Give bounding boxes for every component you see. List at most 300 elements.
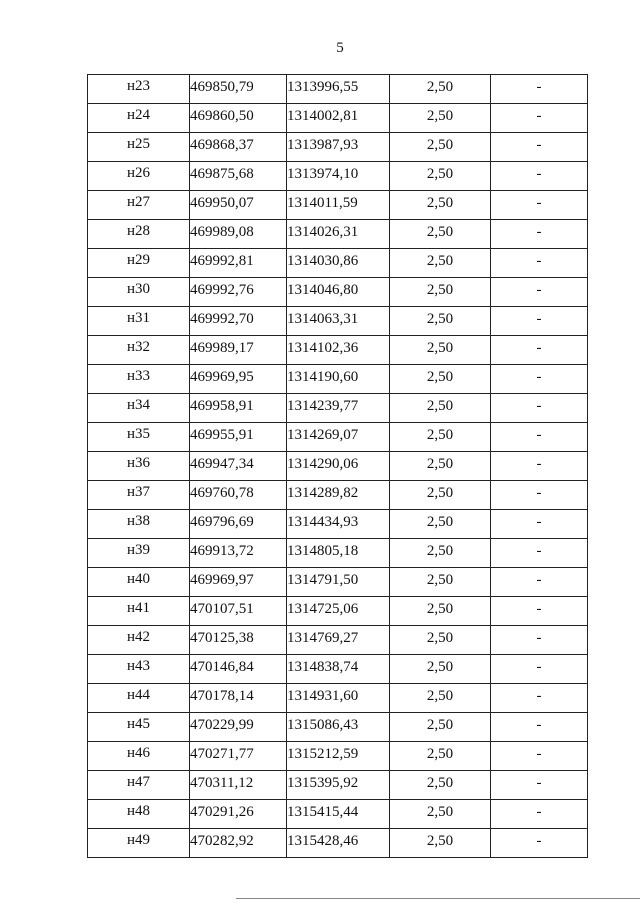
y-coordinate-cell <box>287 191 390 220</box>
x-coordinate-cell-text: 469958,91 <box>190 398 254 414</box>
precision-cell-text: 2,50 <box>426 456 454 472</box>
y-coordinate-cell-text: 1314725,06 <box>287 601 359 617</box>
note-cell-text: - <box>536 282 542 298</box>
x-coordinate-cell <box>190 133 287 162</box>
x-coordinate-cell-text: 469950,07 <box>190 195 254 211</box>
precision-cell-text: 2,50 <box>426 804 454 820</box>
x-coordinate-cell <box>190 336 287 365</box>
precision-cell <box>390 713 491 742</box>
note-cell <box>491 829 588 858</box>
precision-cell <box>390 655 491 684</box>
precision-cell <box>390 481 491 510</box>
precision-cell-text: 2,50 <box>426 166 454 182</box>
note-cell <box>491 249 588 278</box>
note-cell-text: - <box>536 166 542 182</box>
y-coordinate-cell <box>287 713 390 742</box>
table-row <box>88 75 588 104</box>
y-coordinate-cell <box>287 423 390 452</box>
x-coordinate-cell-text: 470178,14 <box>190 688 254 704</box>
precision-cell <box>390 278 491 307</box>
table-row <box>88 597 588 626</box>
x-coordinate-cell <box>190 684 287 713</box>
point-name-cell-text: н31 <box>126 310 151 326</box>
table-row <box>88 365 588 394</box>
precision-cell-text: 2,50 <box>426 572 454 588</box>
point-name-cell <box>88 104 190 133</box>
precision-cell-text: 2,50 <box>426 79 454 95</box>
x-coordinate-cell <box>190 75 287 104</box>
x-coordinate-cell-text: 469875,68 <box>190 166 254 182</box>
note-cell <box>491 626 588 655</box>
point-name-cell-text: н27 <box>126 194 151 210</box>
point-name-cell <box>88 336 190 365</box>
precision-cell-text: 2,50 <box>426 340 454 356</box>
precision-cell <box>390 539 491 568</box>
point-name-cell-text: н32 <box>126 339 151 355</box>
note-cell <box>491 133 588 162</box>
x-coordinate-cell-text: 470146,84 <box>190 659 254 675</box>
x-coordinate-cell <box>190 568 287 597</box>
x-coordinate-cell <box>190 191 287 220</box>
precision-cell-text: 2,50 <box>426 601 454 617</box>
precision-cell <box>390 162 491 191</box>
x-coordinate-cell <box>190 162 287 191</box>
x-coordinate-cell-text: 469992,76 <box>190 282 254 298</box>
point-name-cell <box>88 307 190 336</box>
note-cell-text: - <box>536 340 542 356</box>
note-cell <box>491 75 588 104</box>
note-cell-text: - <box>536 688 542 704</box>
y-coordinate-cell <box>287 278 390 307</box>
table-row <box>88 191 588 220</box>
x-coordinate-cell-text: 469989,17 <box>190 340 254 356</box>
note-cell <box>491 597 588 626</box>
note-cell <box>491 162 588 191</box>
x-coordinate-cell-text: 470291,26 <box>190 804 254 820</box>
note-cell-text: - <box>536 79 542 95</box>
point-name-cell <box>88 452 190 481</box>
point-name-cell-text: н45 <box>126 716 151 732</box>
y-coordinate-cell-text: 1314769,27 <box>287 630 359 646</box>
x-coordinate-cell <box>190 771 287 800</box>
x-coordinate-cell-text: 469992,70 <box>190 311 254 327</box>
note-cell <box>491 568 588 597</box>
note-cell <box>491 307 588 336</box>
table-row <box>88 133 588 162</box>
y-coordinate-cell <box>287 771 390 800</box>
x-coordinate-cell <box>190 597 287 626</box>
note-cell-text: - <box>536 833 542 849</box>
x-coordinate-cell-text: 469860,50 <box>190 108 254 124</box>
x-coordinate-cell <box>190 423 287 452</box>
x-coordinate-cell <box>190 481 287 510</box>
precision-cell-text: 2,50 <box>426 688 454 704</box>
precision-cell <box>390 510 491 539</box>
note-cell-text: - <box>536 311 542 327</box>
x-coordinate-cell <box>190 800 287 829</box>
precision-cell <box>390 307 491 336</box>
precision-cell-text: 2,50 <box>426 137 454 153</box>
precision-cell <box>390 771 491 800</box>
point-name-cell-text: н23 <box>126 78 151 94</box>
table-row <box>88 307 588 336</box>
note-cell <box>491 394 588 423</box>
point-name-cell-text: н49 <box>126 832 151 848</box>
point-name-cell <box>88 220 190 249</box>
point-name-cell-text: н40 <box>126 571 151 587</box>
precision-cell-text: 2,50 <box>426 514 454 530</box>
point-name-cell-text: н25 <box>126 136 151 152</box>
note-cell-text: - <box>536 514 542 530</box>
note-cell <box>491 220 588 249</box>
point-name-cell-text: н24 <box>126 107 151 123</box>
point-name-cell <box>88 539 190 568</box>
y-coordinate-cell-text: 1314190,60 <box>287 369 359 385</box>
y-coordinate-cell-text: 1314791,50 <box>287 572 359 588</box>
note-cell <box>491 684 588 713</box>
point-name-cell <box>88 684 190 713</box>
x-coordinate-cell-text: 469796,69 <box>190 514 254 530</box>
y-coordinate-cell-text: 1315395,92 <box>287 775 359 791</box>
note-cell-text: - <box>536 456 542 472</box>
note-cell-text: - <box>536 485 542 501</box>
y-coordinate-cell-text: 1315428,46 <box>287 833 359 849</box>
point-name-cell-text: н43 <box>126 658 151 674</box>
point-name-cell <box>88 365 190 394</box>
y-coordinate-cell <box>287 394 390 423</box>
precision-cell <box>390 336 491 365</box>
x-coordinate-cell <box>190 626 287 655</box>
x-coordinate-cell-text: 470229,99 <box>190 717 254 733</box>
note-cell-text: - <box>536 543 542 559</box>
y-coordinate-cell <box>287 162 390 191</box>
page-number: 5 <box>336 40 344 56</box>
precision-cell-text: 2,50 <box>426 485 454 501</box>
note-cell <box>491 452 588 481</box>
point-name-cell <box>88 626 190 655</box>
point-name-cell <box>88 713 190 742</box>
y-coordinate-cell <box>287 307 390 336</box>
precision-cell-text: 2,50 <box>426 224 454 240</box>
y-coordinate-cell <box>287 336 390 365</box>
note-cell-text: - <box>536 630 542 646</box>
precision-cell-text: 2,50 <box>426 195 454 211</box>
note-cell <box>491 655 588 684</box>
y-coordinate-cell <box>287 829 390 858</box>
x-coordinate-cell <box>190 452 287 481</box>
precision-cell-text: 2,50 <box>426 746 454 762</box>
y-coordinate-cell-text: 1315415,44 <box>287 804 359 820</box>
y-coordinate-cell-text: 1314046,80 <box>287 282 359 298</box>
note-cell-text: - <box>536 253 542 269</box>
precision-cell <box>390 75 491 104</box>
precision-cell <box>390 800 491 829</box>
table-row <box>88 510 588 539</box>
table-row <box>88 655 588 684</box>
point-name-cell <box>88 655 190 684</box>
note-cell-text: - <box>536 601 542 617</box>
y-coordinate-cell-text: 1314239,77 <box>287 398 359 414</box>
precision-cell-text: 2,50 <box>426 833 454 849</box>
x-coordinate-cell-text: 470271,77 <box>190 746 254 762</box>
note-cell <box>491 510 588 539</box>
table-row <box>88 336 588 365</box>
y-coordinate-cell-text: 1314102,36 <box>287 340 359 356</box>
x-coordinate-cell <box>190 655 287 684</box>
table-row <box>88 771 588 800</box>
precision-cell <box>390 597 491 626</box>
point-name-cell <box>88 481 190 510</box>
x-coordinate-cell-text: 469760,78 <box>190 485 254 501</box>
table-row <box>88 220 588 249</box>
y-coordinate-cell <box>287 249 390 278</box>
note-cell <box>491 539 588 568</box>
y-coordinate-cell <box>287 539 390 568</box>
table-row <box>88 278 588 307</box>
table-row <box>88 713 588 742</box>
note-cell-text: - <box>536 572 542 588</box>
y-coordinate-cell-text: 1314026,31 <box>287 224 359 240</box>
point-name-cell <box>88 133 190 162</box>
point-name-cell-text: н47 <box>126 774 151 790</box>
point-name-cell <box>88 829 190 858</box>
y-coordinate-cell-text: 1315212,59 <box>287 746 359 762</box>
precision-cell-text: 2,50 <box>426 717 454 733</box>
note-cell-text: - <box>536 224 542 240</box>
table-row <box>88 104 588 133</box>
y-coordinate-cell-text: 1314434,93 <box>287 514 359 530</box>
x-coordinate-cell <box>190 220 287 249</box>
precision-cell <box>390 249 491 278</box>
y-coordinate-cell <box>287 597 390 626</box>
precision-cell-text: 2,50 <box>426 311 454 327</box>
precision-cell-text: 2,50 <box>426 630 454 646</box>
point-name-cell-text: н34 <box>126 397 151 413</box>
y-coordinate-cell <box>287 742 390 771</box>
bottom-scan-line <box>236 898 640 899</box>
point-name-cell <box>88 800 190 829</box>
precision-cell <box>390 394 491 423</box>
y-coordinate-cell-text: 1314002,81 <box>287 108 359 124</box>
y-coordinate-cell <box>287 104 390 133</box>
note-cell <box>491 191 588 220</box>
point-name-cell-text: н28 <box>126 223 151 239</box>
y-coordinate-cell <box>287 220 390 249</box>
note-cell <box>491 771 588 800</box>
x-coordinate-cell-text: 469913,72 <box>190 543 254 559</box>
coordinates-table-body <box>88 75 588 858</box>
precision-cell <box>390 191 491 220</box>
point-name-cell-text: н44 <box>126 687 151 703</box>
y-coordinate-cell-text: 1314011,59 <box>287 195 358 211</box>
y-coordinate-cell <box>287 133 390 162</box>
point-name-cell-text: н46 <box>126 745 151 761</box>
x-coordinate-cell <box>190 510 287 539</box>
point-name-cell-text: н36 <box>126 455 151 471</box>
x-coordinate-cell <box>190 278 287 307</box>
precision-cell-text: 2,50 <box>426 427 454 443</box>
y-coordinate-cell-text: 1314838,74 <box>287 659 359 675</box>
precision-cell-text: 2,50 <box>426 398 454 414</box>
precision-cell-text: 2,50 <box>426 108 454 124</box>
precision-cell-text: 2,50 <box>426 282 454 298</box>
note-cell <box>491 742 588 771</box>
y-coordinate-cell <box>287 481 390 510</box>
y-coordinate-cell <box>287 684 390 713</box>
x-coordinate-cell <box>190 249 287 278</box>
x-coordinate-cell-text: 470311,12 <box>190 775 254 791</box>
x-coordinate-cell-text: 470107,51 <box>190 601 254 617</box>
point-name-cell <box>88 568 190 597</box>
note-cell-text: - <box>536 137 542 153</box>
x-coordinate-cell-text: 469969,95 <box>190 369 254 385</box>
y-coordinate-cell-text: 1313974,10 <box>287 166 359 182</box>
y-coordinate-cell-text: 1315086,43 <box>287 717 359 733</box>
point-name-cell-text: н48 <box>126 803 151 819</box>
precision-cell <box>390 220 491 249</box>
point-name-cell <box>88 75 190 104</box>
x-coordinate-cell-text: 469947,34 <box>190 456 254 472</box>
y-coordinate-cell-text: 1314269,07 <box>287 427 359 443</box>
y-coordinate-cell-text: 1313987,93 <box>287 137 359 153</box>
note-cell <box>491 278 588 307</box>
x-coordinate-cell-text: 469989,08 <box>190 224 254 240</box>
note-cell-text: - <box>536 195 542 211</box>
note-cell <box>491 713 588 742</box>
point-name-cell <box>88 423 190 452</box>
point-name-cell-text: н26 <box>126 165 151 181</box>
point-name-cell-text: н30 <box>126 281 151 297</box>
note-cell-text: - <box>536 398 542 414</box>
y-coordinate-cell-text: 1314289,82 <box>287 485 359 501</box>
point-name-cell <box>88 191 190 220</box>
note-cell <box>491 423 588 452</box>
point-name-cell <box>88 162 190 191</box>
table-row <box>88 452 588 481</box>
x-coordinate-cell <box>190 539 287 568</box>
point-name-cell <box>88 742 190 771</box>
x-coordinate-cell-text: 469850,79 <box>190 79 254 95</box>
x-coordinate-cell <box>190 829 287 858</box>
table-row <box>88 800 588 829</box>
x-coordinate-cell <box>190 742 287 771</box>
precision-cell <box>390 452 491 481</box>
y-coordinate-cell <box>287 568 390 597</box>
precision-cell <box>390 423 491 452</box>
y-coordinate-cell <box>287 510 390 539</box>
note-cell <box>491 365 588 394</box>
precision-cell-text: 2,50 <box>426 775 454 791</box>
precision-cell <box>390 829 491 858</box>
point-name-cell-text: н38 <box>126 513 151 529</box>
note-cell-text: - <box>536 369 542 385</box>
note-cell <box>491 336 588 365</box>
note-cell-text: - <box>536 746 542 762</box>
y-coordinate-cell-text: 1314063,31 <box>287 311 359 327</box>
note-cell-text: - <box>536 108 542 124</box>
table-row <box>88 249 588 278</box>
y-coordinate-cell-text: 1313996,55 <box>287 79 359 95</box>
x-coordinate-cell <box>190 713 287 742</box>
x-coordinate-cell-text: 469992,81 <box>190 253 254 269</box>
precision-cell <box>390 742 491 771</box>
x-coordinate-cell-text: 470125,38 <box>190 630 254 646</box>
precision-cell-text: 2,50 <box>426 543 454 559</box>
y-coordinate-cell <box>287 452 390 481</box>
y-coordinate-cell <box>287 365 390 394</box>
table-row <box>88 423 588 452</box>
point-name-cell <box>88 597 190 626</box>
note-cell <box>491 800 588 829</box>
y-coordinate-cell-text: 1314030,86 <box>287 253 359 269</box>
precision-cell-text: 2,50 <box>426 253 454 269</box>
table-row <box>88 162 588 191</box>
table-row <box>88 829 588 858</box>
point-name-cell-text: н39 <box>126 542 151 558</box>
table-row <box>88 684 588 713</box>
x-coordinate-cell-text: 469969,97 <box>190 572 254 588</box>
point-name-cell <box>88 249 190 278</box>
precision-cell <box>390 365 491 394</box>
x-coordinate-cell-text: 469955,91 <box>190 427 254 443</box>
table-row <box>88 626 588 655</box>
point-name-cell-text: н33 <box>126 368 151 384</box>
note-cell-text: - <box>536 717 542 733</box>
x-coordinate-cell-text: 469868,37 <box>190 137 254 153</box>
y-coordinate-cell-text: 1314805,18 <box>287 543 359 559</box>
table-row <box>88 481 588 510</box>
note-cell-text: - <box>536 775 542 791</box>
table-row <box>88 539 588 568</box>
precision-cell-text: 2,50 <box>426 659 454 675</box>
x-coordinate-cell <box>190 365 287 394</box>
point-name-cell <box>88 394 190 423</box>
note-cell <box>491 481 588 510</box>
table-row <box>88 394 588 423</box>
point-name-cell-text: н42 <box>126 629 151 645</box>
point-name-cell-text: н29 <box>126 252 151 268</box>
precision-cell <box>390 626 491 655</box>
y-coordinate-cell <box>287 626 390 655</box>
note-cell-text: - <box>536 427 542 443</box>
precision-cell <box>390 568 491 597</box>
point-name-cell <box>88 510 190 539</box>
precision-cell <box>390 684 491 713</box>
x-coordinate-cell <box>190 104 287 133</box>
point-name-cell <box>88 771 190 800</box>
point-name-cell-text: н41 <box>126 600 151 616</box>
precision-cell <box>390 133 491 162</box>
y-coordinate-cell <box>287 655 390 684</box>
x-coordinate-cell <box>190 307 287 336</box>
point-name-cell-text: н37 <box>126 484 151 500</box>
precision-cell-text: 2,50 <box>426 369 454 385</box>
table-row <box>88 742 588 771</box>
x-coordinate-cell-text: 470282,92 <box>190 833 254 849</box>
note-cell-text: - <box>536 659 542 675</box>
table-row <box>88 568 588 597</box>
y-coordinate-cell <box>287 75 390 104</box>
precision-cell <box>390 104 491 133</box>
note-cell <box>491 104 588 133</box>
coordinates-table <box>87 74 588 858</box>
y-coordinate-cell-text: 1314931,60 <box>287 688 359 704</box>
y-coordinate-cell-text: 1314290,06 <box>287 456 359 472</box>
x-coordinate-cell <box>190 394 287 423</box>
y-coordinate-cell <box>287 800 390 829</box>
note-cell-text: - <box>536 804 542 820</box>
point-name-cell-text: н35 <box>126 426 151 442</box>
